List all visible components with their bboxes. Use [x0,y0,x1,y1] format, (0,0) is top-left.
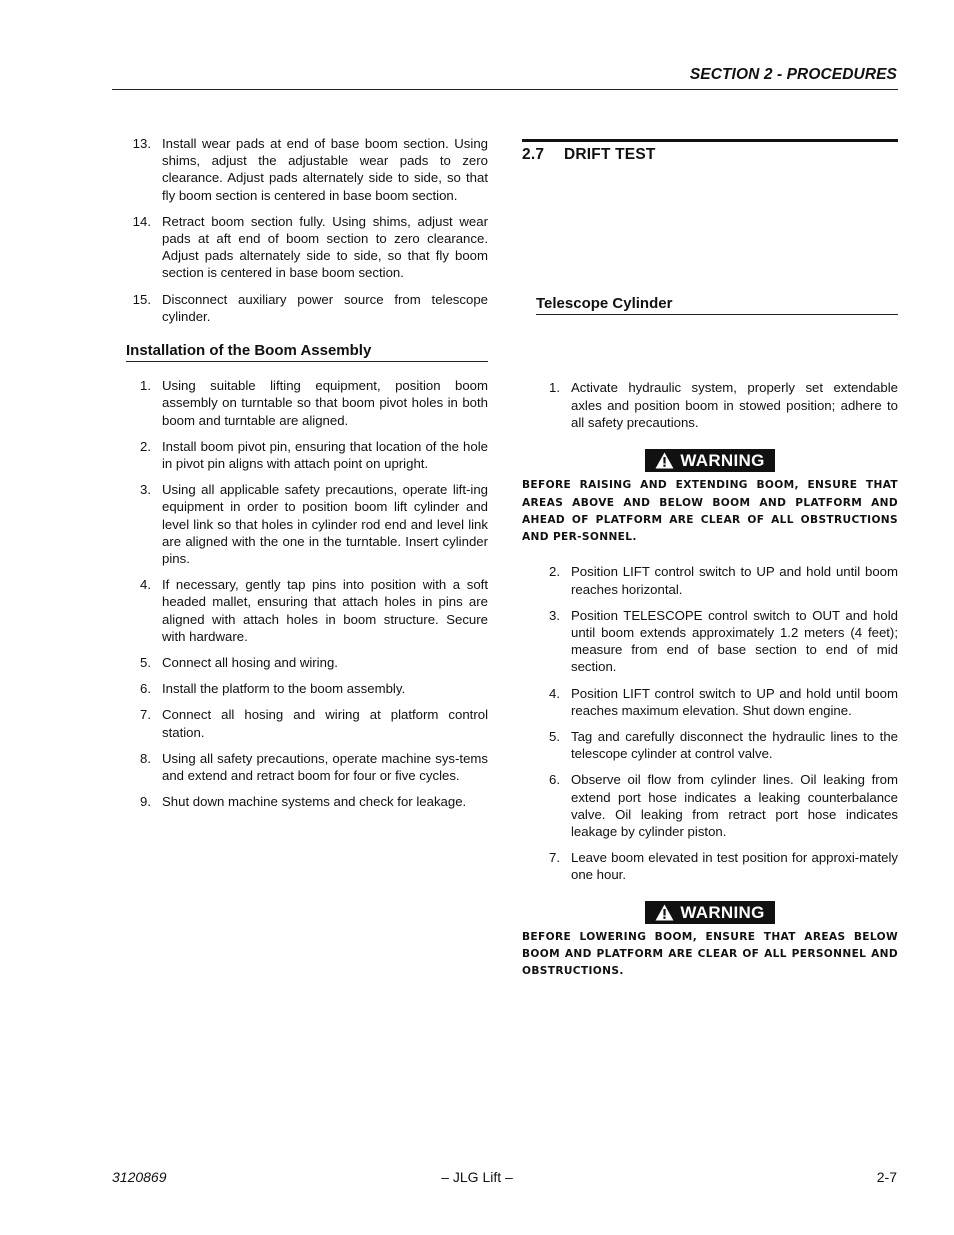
list-item [522,728,898,762]
step-number: 9. [140,794,151,810]
step-text: Using suitable lifting equipment, position boom assembly on turntable so that boom pivot holes in both boom and turntable are aligned. [162,378,488,428]
step-number: 6. [140,681,151,697]
step-number: 14. [132,213,151,229]
list-item [522,849,898,883]
step-text: Position LIFT control switch to UP and hold until boom reaches horizontal. [571,564,898,597]
list-item [126,793,488,810]
section-heading [522,146,898,163]
step-text: Using all safety precautions, operate machine sys-tems and extend and retract boom for four or five cycles. [162,750,488,784]
step-text: Install boom pivot pin, ensuring that location of the hole in pivot pin aligns with attach point on upright. [162,438,488,472]
warning-badge [645,901,774,924]
warning-text-2: BEFORE LOWERING BOOM, ENSURE THAT AREAS BELOW BOOM AND PLATFORM ARE CLEAR OF ALL PERSONNEL AND OBSTRUCTIONS. [522,930,898,978]
warning-triangle-icon [655,452,674,469]
step-number: 8. [140,750,151,766]
step-text: Activate hydraulic system, properly set extendable axles and position boom in stowed position; adhere to all safety precautions. [571,380,898,430]
list-item [522,563,898,597]
install-heading: Installation of the Boom Assembly [126,342,488,362]
step-number: 1. [140,378,151,394]
step-number: 15. [132,291,151,307]
list-item [126,213,488,282]
warning-triangle-icon [655,904,674,921]
warning-block-2 [522,901,898,925]
list-item [126,750,488,784]
footer-page-number: 2-7 [876,1169,897,1185]
warning-label: WARNING [680,902,765,922]
left-column [126,135,488,811]
section-rule [522,139,898,142]
footer-doc-number: 3120869 [112,1169,167,1185]
list-item [522,607,898,676]
list-item [126,135,488,204]
warning-badge [645,449,774,472]
list-item [126,576,488,645]
footer-center-text: – JLG Lift – [441,1169,513,1185]
step-text: If necessary, gently tap pins into position with a soft headed mallet, ensuring that attach holes in pins are aligned with attach holes in boom structure. Secure with hardware. [162,577,488,644]
step-number: 7. [140,707,151,723]
step-text: Observe oil flow from cylinder lines. Oil leaking from extend port hose indicates a leaking counterbalance valve. Oil leaking from retract port hose indicates leakage by cylinder piston. [571,772,898,840]
steps-more-list [522,563,898,883]
step-text: Shut down machine systems and check for leakage. [162,794,467,810]
list-item [522,685,898,719]
list-item [126,377,488,429]
step-text: Position LIFT control switch to UP and hold until boom reaches maximum elevation. Shut down engine. [571,685,898,718]
list-item [126,438,488,472]
warning-block-1 [522,449,898,473]
step-text: Disconnect auxiliary power source from telescope cylinder. [162,291,488,324]
step-number: 3. [549,607,560,623]
list-item [522,379,898,431]
step-number: 1. [549,380,560,396]
step-number: 5. [140,655,151,671]
step-number: 13. [132,136,151,151]
telescope-heading: Telescope Cylinder [536,295,898,315]
step-number: 2. [140,438,151,454]
warning-text-1: BEFORE RAISING AND EXTENDING BOOM, ENSURE THAT AREAS ABOVE AND BELOW BOOM AND PLATFORM AND AHEAD OF PLATFORM ARE CLEAR OF ALL OBSTRUCTIONS AND PER-SONNEL. [522,479,898,544]
step-text: Install the platform to the boom assembly. [162,681,406,697]
steps-install-list [126,377,488,810]
header-rule [112,89,898,90]
list-item [126,654,488,671]
section-number: 2.7 [522,146,545,163]
step-text: Using all applicable safety precautions, operate lift-ing equipment in order to position boom lift cylinder and level link so that holes in cylinder rod end and level link are aligned with the one in the turntable. Insert cylinder pins. [162,482,488,567]
step-number: 3. [140,482,151,498]
step-number: 4. [140,577,151,593]
step1-list [522,379,898,431]
section-title: DRIFT TEST [564,146,656,163]
step-text: Install wear pads at end of base boom section. Using shims, adjust the adjustable wear pads to zero clearance. Adjust pads alternately side to side, so that fly boom section is centered in base boom section. [162,136,488,203]
list-item [126,680,488,697]
step-number: 6. [549,772,560,788]
step-number: 5. [549,729,560,745]
list-item [522,771,898,840]
page-header-title: SECTION 2 - PROCEDURES [689,66,897,83]
step-text: Tag and carefully disconnect the hydraulic lines to the telescope cylinder at control valve. [571,729,898,762]
list-item [126,706,488,740]
step-text: Position TELESCOPE control switch to OUT and hold until boom extends approximately 1.2 meters (4 feet); measure from end of base section to end of mid section. [571,607,898,675]
step-number: 2. [549,564,560,580]
step-text: Connect all hosing and wiring. [162,655,338,671]
step-text: Leave boom elevated in test position for approxi-mately one hour. [571,850,898,883]
step-number: 4. [549,685,560,701]
step-number: 7. [549,850,560,866]
list-item [126,481,488,567]
step-text: Retract boom section fully. Using shims, adjust wear pads at aft end of boom section to zero clearance. Adjust pads alternately side to side, so that fly boom section is centered in base boom section. [162,213,488,281]
step-text: Connect all hosing and wiring at platform control station. [162,707,488,740]
right-column [522,139,898,981]
list-item [126,291,488,325]
steps-top-list [126,135,488,325]
warning-label: WARNING [680,451,765,471]
